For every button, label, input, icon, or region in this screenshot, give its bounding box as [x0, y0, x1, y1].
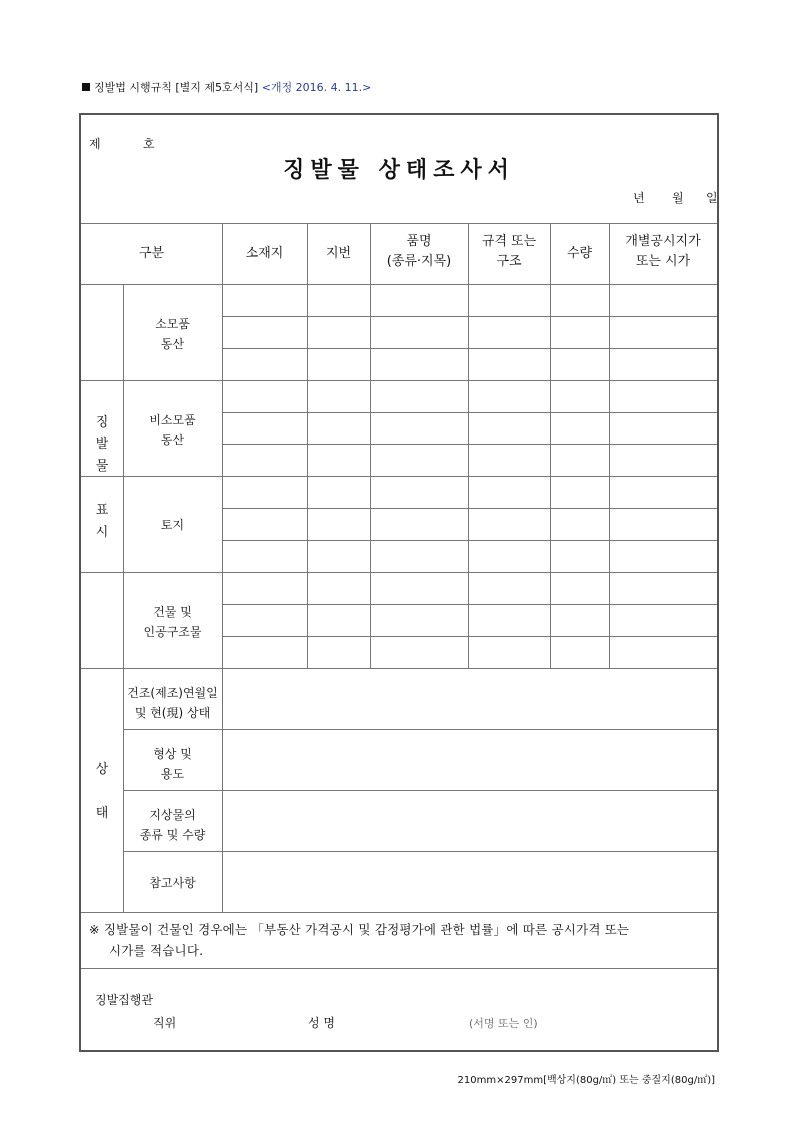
- grid-line: [123, 380, 222, 381]
- category-line: 비소모품: [149, 413, 196, 427]
- group-char: 표: [95, 503, 109, 518]
- date-year-label: 년: [633, 191, 645, 205]
- grid-line: [123, 729, 717, 730]
- status-survey-form: [79, 113, 719, 1052]
- note-line2: 시가를 적습니다.: [109, 943, 204, 958]
- grid-line: [222, 636, 717, 637]
- col-header-lot: 지번: [325, 246, 352, 261]
- grid-line: [222, 444, 717, 445]
- grid-line: [222, 540, 717, 541]
- status-shape-use: [123, 744, 222, 784]
- grid-line: [81, 912, 717, 913]
- grid-line: [222, 223, 223, 668]
- number-label-je: 제: [89, 137, 101, 151]
- group-spacer: [92, 478, 112, 500]
- col-header-location: 소재지: [245, 246, 284, 261]
- status-line: 종류 및 수량: [139, 828, 206, 842]
- group-label-status: [92, 759, 112, 825]
- note: [89, 919, 715, 961]
- status-ground-objects: [123, 805, 222, 845]
- group-char: 발: [95, 437, 109, 452]
- grid-line: [222, 348, 717, 349]
- status-line: 참고사항: [149, 876, 196, 890]
- grid-line: [222, 604, 717, 605]
- category-line: 건물 및: [153, 605, 192, 619]
- status-line: 형상 및: [153, 747, 192, 761]
- grid-line: [609, 223, 610, 668]
- category-consumable: [123, 314, 222, 354]
- col-header-price-line1: 개별공시지가: [625, 234, 701, 249]
- status-remarks: [123, 873, 222, 893]
- col-header-item-line2: (종류·지목): [386, 254, 452, 269]
- form-reference: 징발법 시행규칙 [별지 제5호서식]: [94, 81, 259, 94]
- category-nonconsumable: [123, 410, 222, 450]
- grid-line: [81, 968, 717, 969]
- col-header-item: [370, 232, 468, 272]
- col-header-price: [609, 232, 717, 272]
- grid-line: [222, 412, 717, 413]
- status-line: 지상물의: [149, 808, 196, 822]
- grid-line: [123, 668, 124, 912]
- col-header-spec-line1: 규격 또는: [481, 234, 537, 249]
- grid-line: [550, 223, 551, 668]
- grid-line: [81, 668, 717, 669]
- square-bullet-icon: [82, 83, 90, 91]
- col-header-gubun: 구분: [138, 246, 165, 261]
- status-line: 용도: [160, 767, 185, 781]
- group-spacer: [92, 781, 112, 803]
- grid-line: [123, 851, 717, 852]
- group-label-item-display: [92, 412, 112, 544]
- divider: [81, 284, 717, 285]
- status-line: 및 현(現) 상태: [134, 706, 211, 720]
- grid-line: [468, 223, 469, 668]
- signature-seal-placeholder: (서명 또는 인): [469, 1017, 538, 1030]
- note-line1: ※ 징발물이 건물인 경우에는 「부동산 가격공시 및 감정평가에 관한 법률」에 따른 공시가격 또는: [89, 922, 630, 937]
- col-header-qty: 수량: [566, 246, 593, 261]
- grid-line: [123, 790, 717, 791]
- grid-line: [307, 223, 308, 668]
- grid-line: [123, 476, 222, 477]
- grid-line: [222, 508, 717, 509]
- grid-line: [222, 668, 223, 912]
- form-header: [82, 79, 371, 95]
- grid-line: [123, 572, 222, 573]
- category-line: 동산: [160, 337, 185, 351]
- date-day-label: 일: [706, 191, 718, 205]
- grid-line: [222, 316, 717, 317]
- status-manufacture-date: [123, 683, 222, 723]
- paper-spec: 210mm×297mm[백상지(80g/㎡) 또는 중질지(80g/㎡)]: [457, 1075, 715, 1086]
- col-header-price-line2: 또는 시가: [635, 254, 691, 269]
- status-line: 건조(제조)연월일: [127, 686, 218, 700]
- name-label: 성 명: [308, 1016, 335, 1030]
- grid-line: [123, 284, 124, 668]
- grid-line: [370, 223, 371, 668]
- group-char: 물: [95, 459, 109, 474]
- date-month-label: 월: [672, 191, 684, 205]
- col-header-spec: [468, 232, 550, 272]
- group-char: 시: [95, 525, 109, 540]
- col-header-item-line1: 품명: [406, 234, 432, 249]
- group-char: 상: [95, 762, 109, 777]
- document-title: 징발물 상태조사서: [283, 158, 515, 183]
- category-building: [123, 602, 222, 642]
- category-line: 인공구조물: [143, 625, 202, 639]
- category-line: 토지: [160, 518, 185, 532]
- category-line: 동산: [160, 433, 185, 447]
- category-line: 소모품: [155, 317, 190, 331]
- officer-label: 징발집행관: [95, 993, 153, 1007]
- group-char: 태: [95, 806, 109, 821]
- position-label: 직위: [153, 1016, 177, 1030]
- col-header-spec-line2: 구조: [496, 254, 522, 269]
- group-char: 징: [95, 415, 109, 430]
- divider: [81, 223, 717, 224]
- amendment-date: <개정 2016. 4. 11.>: [261, 81, 372, 94]
- category-land: [123, 515, 222, 535]
- number-label-ho: 호: [143, 137, 155, 151]
